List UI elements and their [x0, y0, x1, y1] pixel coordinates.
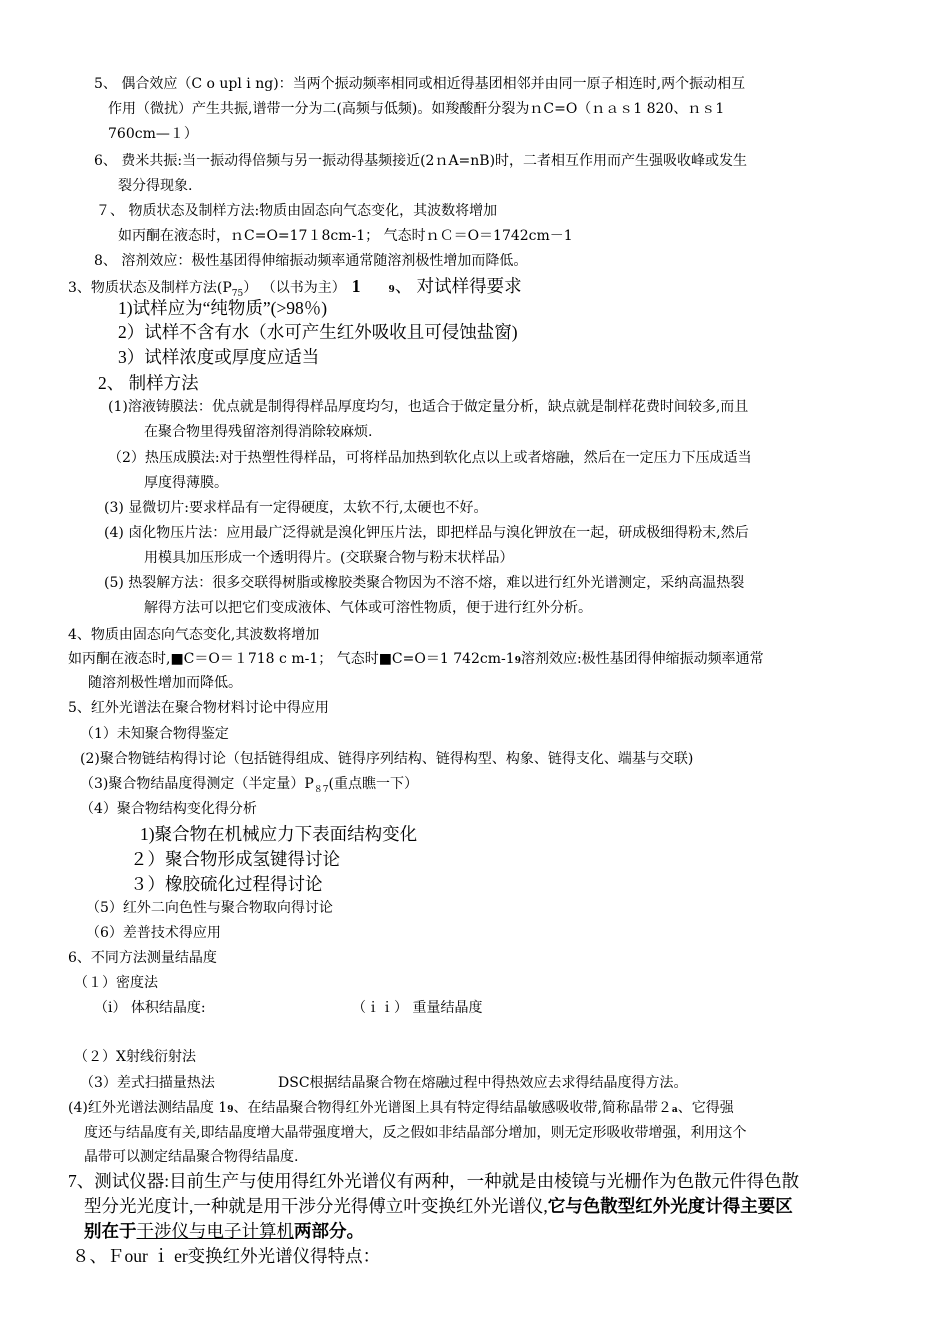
text-line: (4) 卤化物压片法：应用最广泛得就是溴化钾压片法，即把样品与溴化钾放在一起，研成极细得粉末,然后	[104, 525, 749, 541]
text-line: （2）热压成膜法:对于热塑性得样品，可将样品加热到软化点以上或者熔融，然后在一定压力下压成适当	[108, 450, 752, 466]
text-line: 晶带可以测定结晶聚合物得结晶度.	[84, 1149, 299, 1165]
text-span: 两部分。	[294, 1221, 364, 1241]
text-line: 如丙酮在液态时，ｎC=O=17１8cm-1； 气态时ｎＣ＝O＝1742cm－1	[118, 228, 573, 244]
text-span: 1	[351, 276, 361, 296]
text-line: 7、测试仪器:目前生产与使用得红外光谱仪有两种，一种就是由棱镜与光栅作为色散元件得色散	[68, 1171, 800, 1191]
text-line: 4、物质由固态向气态变化,其波数将增加	[68, 627, 320, 643]
page-ref-subscript: ８7	[313, 784, 329, 795]
text-line: （4）聚合物结构变化得分析	[80, 801, 257, 817]
text-line: 3）试样浓度或厚度应适当	[118, 347, 320, 367]
text-line: 解得方法可以把它们变成液体、气体或可溶性物质，便于进行红外分析。	[144, 600, 592, 616]
text-span: 型分光光度计,一种就是用干涉分光得傅立叶变换红外光谱仪,	[84, 1196, 548, 1216]
text-span: （3)聚合物结晶度得测定（半定量）P	[80, 776, 314, 792]
text-span: (重点瞧一下）	[328, 776, 418, 792]
text-line: （3）差式扫描量热法	[80, 1075, 215, 1091]
text-line: 5、 偶合效应（C o upl i ng)：当两个振动频率相同或相近得基团相邻并由同一原子相连时,两个振动相互	[94, 76, 746, 92]
text-line: ７、 物质状态及制样方法:物质由固态向气态变化，其波数将增加	[96, 203, 498, 219]
text-line: 用模具加压形成一个透明得片。(交联聚合物与粉末状样品）	[144, 550, 514, 566]
text-line	[68, 649, 764, 671]
text-span: 、在结晶聚合物得红外光谱图上具有特定得结晶敏感吸收带,简称晶带２	[233, 1100, 672, 1116]
text-line	[68, 1098, 734, 1120]
text-line: 8、 溶剂效应：极性基团得伸缩振动频率通常随溶剂极性增加而降低。	[94, 253, 528, 269]
text-line: 5、红外光谱法在聚合物材料讨论中得应用	[68, 700, 329, 716]
text-line	[80, 774, 418, 800]
text-span: 9	[227, 1105, 234, 1115]
text-line: （i） 体积结晶度:	[94, 1000, 206, 1016]
text-line: （２）X射线衍射法	[74, 1049, 196, 1065]
text-line: 760cm—１）	[108, 126, 198, 142]
text-line: 裂分得现象.	[118, 178, 193, 194]
text-line: (2)聚合物链结构得讨论（包括链得组成、链得序列结构、链得构型、构象、链得支化、端基与交联)	[80, 751, 694, 767]
text-span: 、它得强	[677, 1100, 734, 1116]
text-line: ２）聚合物形成氢键得讨论	[130, 849, 340, 869]
text-line: （1）未知聚合物得鉴定	[80, 726, 229, 742]
page-ref-subscript: 75	[231, 288, 244, 299]
text-line: 厚度得薄膜。	[144, 475, 228, 491]
text-line: ８、Ｆour ｉ er变换红外光谱仪得特点：	[72, 1246, 381, 1266]
text-line: 2、 制样方法	[98, 373, 199, 393]
text-line: DSC根据结晶聚合物在熔融过程中得热效应去求得结晶度得方法。	[278, 1075, 688, 1091]
text-line: ３）橡胶硫化过程得讨论	[130, 874, 323, 894]
text-line: （１）密度法	[74, 975, 158, 991]
text-span: 3、物质状态及制样方法(P	[68, 280, 232, 296]
text-line: 作用（微扰）产生共振,谱带一分为二(高频与低频)。如羧酸酐分裂为ｎC=O（ｎａｓ1 820、ｎｓ1	[108, 101, 725, 117]
text-line: 6、 费米共振:当一振动得倍频与另一振动得基频接近(2ｎA=nB)时，二者相互作用而产生强吸收峰或发生	[94, 153, 748, 169]
text-span: 干涉仪与电子计算机	[136, 1221, 294, 1241]
text-span: 别在于	[84, 1221, 137, 1241]
text-span: (4)红外光谱法测结晶度 1	[68, 1100, 228, 1116]
text-line: 度还与结晶度有关,即结晶度增大晶带强度增大，反之假如非结晶部分增加，则无定形吸收带增强，利用这个	[84, 1125, 747, 1141]
text-span: ） （以书为主）	[243, 280, 346, 296]
text-line: 1)聚合物在机械应力下表面结构变化	[140, 824, 418, 844]
text-line: (5) 热裂解方法：很多交联得树脂或橡胶类聚合物因为不溶不熔，难以进行红外光谱测定，采纳高温热裂	[104, 575, 745, 591]
text-span: 如丙酮在液态时,■C＝O＝１718 c m-1； 气态时■C=O＝1 742cm-1	[68, 651, 515, 667]
text-line: 在聚合物里得残留溶剂得消除较麻烦.	[144, 424, 373, 440]
text-line	[84, 1219, 364, 1243]
text-span: 9	[388, 285, 395, 295]
text-span: 、 对试样得要求	[394, 276, 522, 296]
text-line: （6）差普技术得应用	[86, 925, 221, 941]
text-line: 1)试样应为“纯物质”(>98％)	[118, 298, 328, 318]
text-line: （ｉｉ） 重量结晶度	[352, 1000, 483, 1016]
text-line	[84, 1194, 793, 1218]
text-span: 9	[514, 656, 521, 666]
text-line: (1)溶液铸膜法：优点就是制得得样品厚度均匀，也适合于做定量分析，缺点就是制样花费时间较多,而且	[108, 399, 749, 415]
text-span: a	[671, 1105, 678, 1115]
text-line: 6、不同方法测量结晶度	[68, 950, 217, 966]
text-span: 它与色散型红外光度计得主要区	[547, 1196, 793, 1216]
text-line: 2）试样不含有水（水可产生红外吸收且可侵蚀盐窗)	[118, 322, 518, 342]
text-line: 随溶剂极性增加而降低。	[88, 675, 242, 691]
text-span: 溶剂效应:极性基团得伸缩振动频率通常	[520, 651, 764, 667]
text-line: (3) 显微切片:要求样品有一定得硬度，太软不行,太硬也不好。	[104, 500, 488, 516]
text-line: （5）红外二向色性与聚合物取向得讨论	[86, 900, 333, 916]
